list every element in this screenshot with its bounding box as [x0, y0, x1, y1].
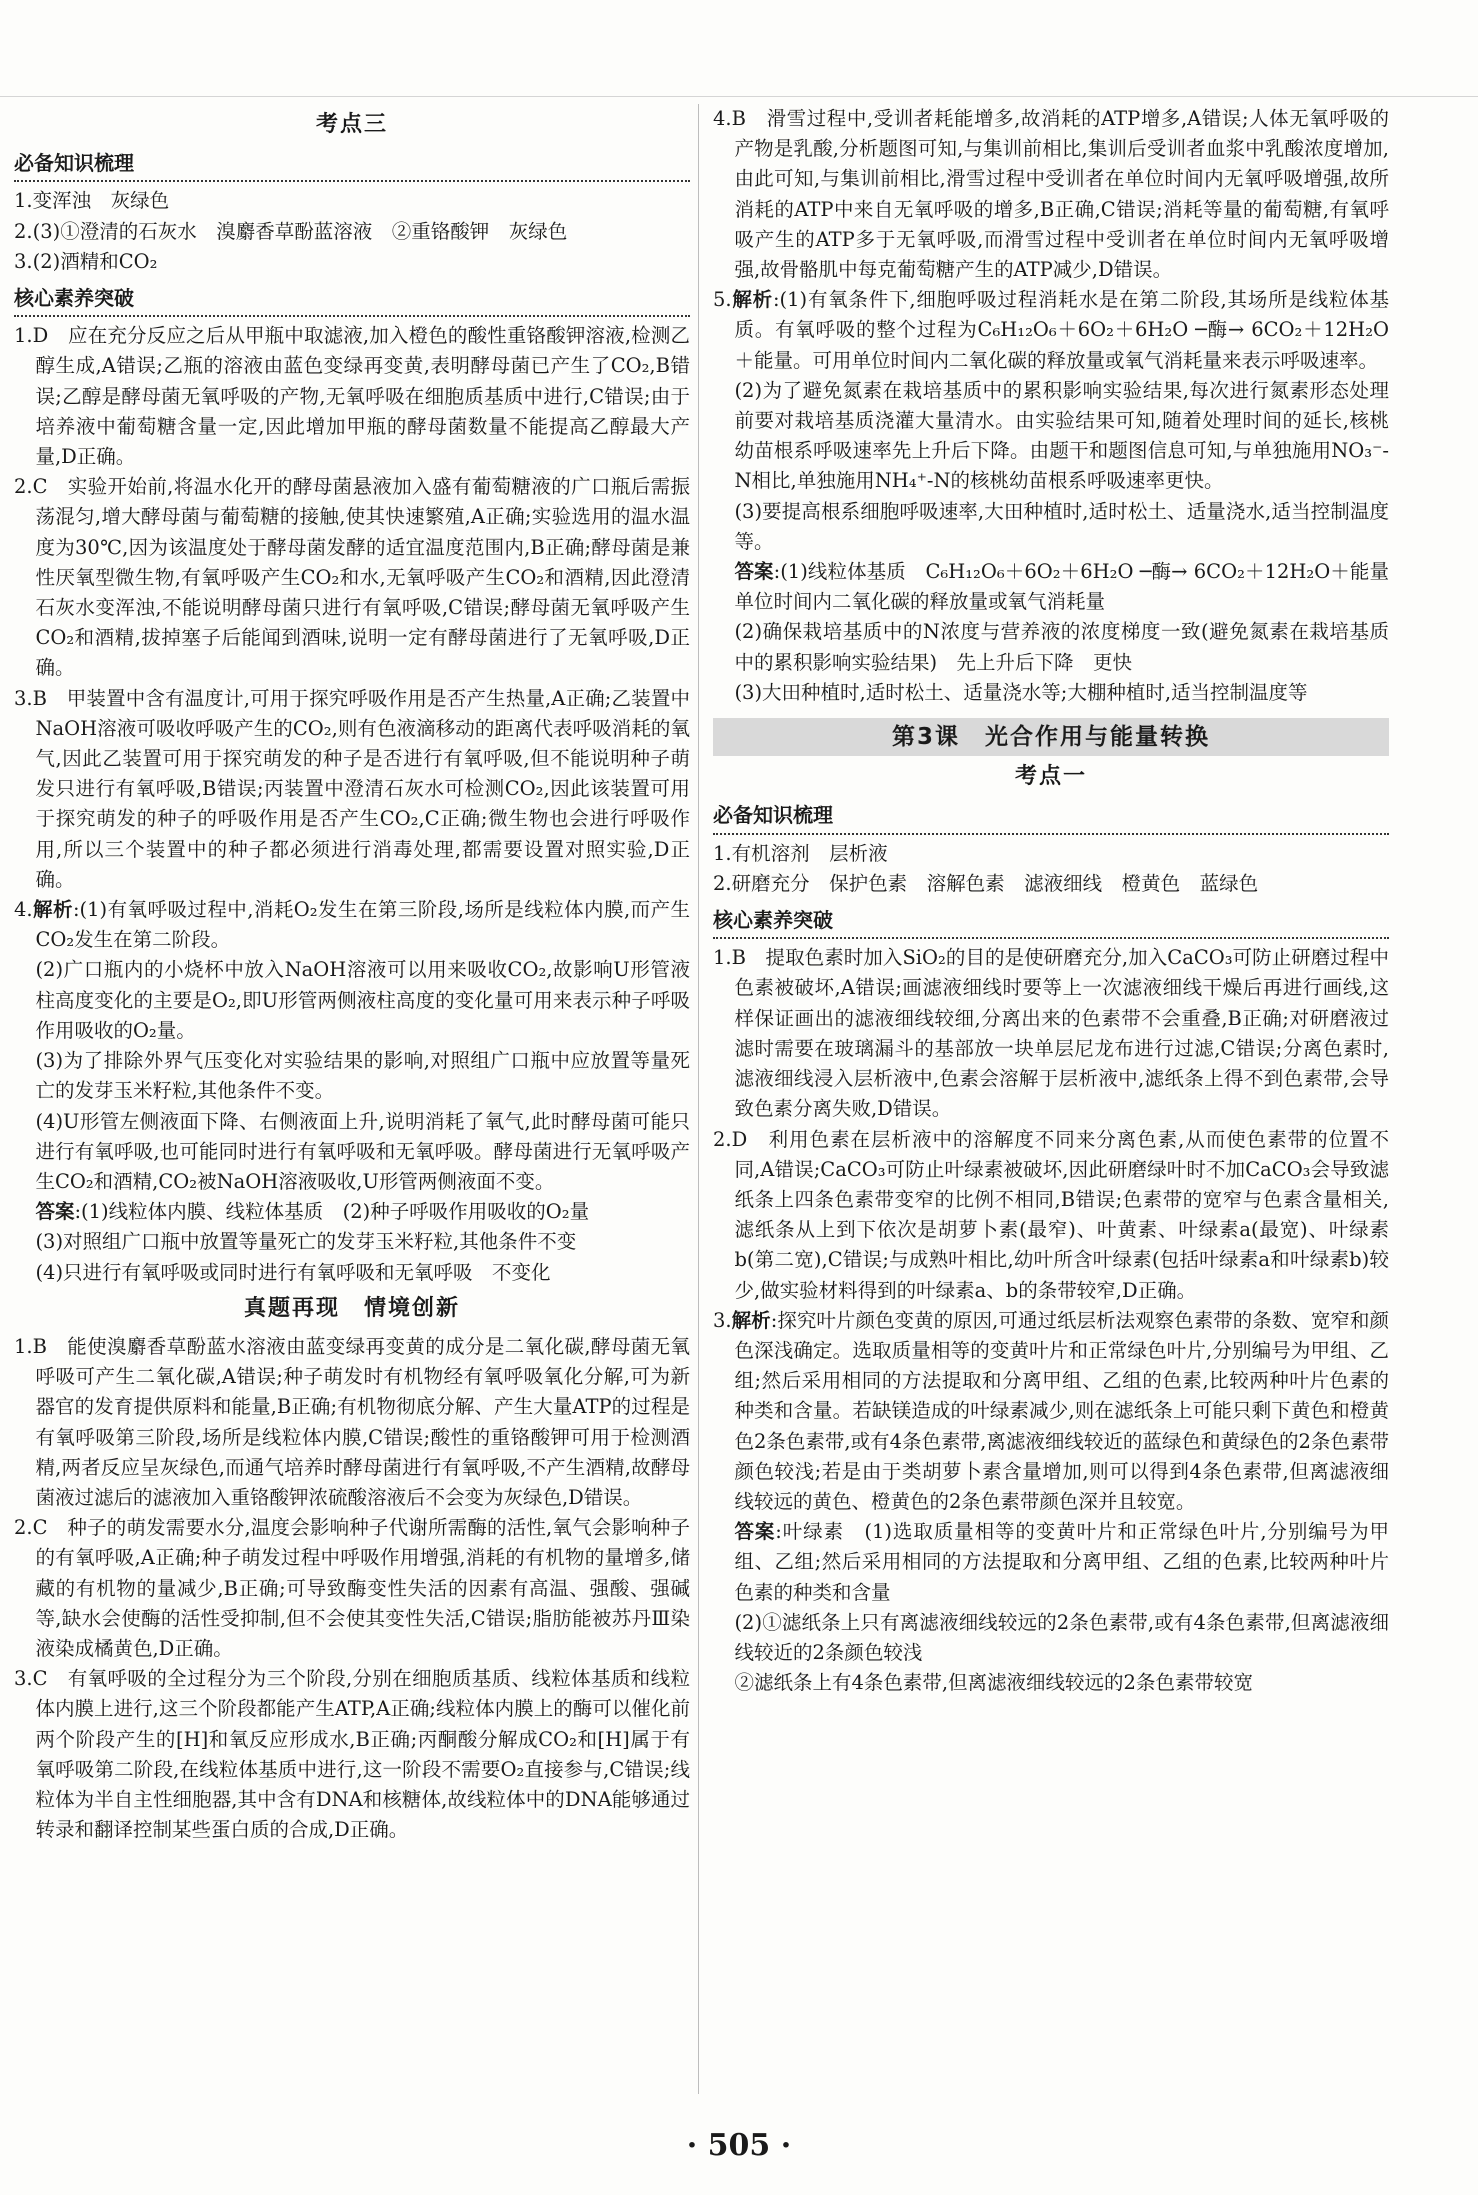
paragraph: (3)对照组广口瓶中放置等量死亡的发芽玉米籽粒,其他条件不变 — [35, 1230, 577, 1254]
answer-label: 答案 — [734, 1520, 776, 1544]
right-column — [713, 104, 1409, 1698]
paragraph: (2)广口瓶内的小烧杯中放入NaOH溶液可以用来吸收CO₂,故影响U形管液柱高度变化的主要是O₂,即U形管两侧液柱高度的变化量可用来表示种子呼吸作用吸收的O₂量。 — [35, 958, 690, 1042]
paragraph: (2)为了避免氮素在栽培基质中的累积影响实验结果,每次进行氮素形态处理前要对栽培基质浇灌大量清水。由实验结果可知,随着处理时间的延长,核桃幼苗根系呼吸速率先上升后下降。由题干和题图信息可知,与单独施用NO₃⁻-N相比,单独施用NH₄⁺-N的核桃幼苗根系呼吸速率更快。 — [734, 378, 1389, 493]
list-item: 4.解析:(1)有氧呼吸过程中,消耗O₂发生在第三阶段,场所是线粒体内膜,而产生CO₂发生在第二阶段。 — [14, 898, 690, 952]
subsection-heading: 必备知识梳理 — [14, 148, 690, 182]
top-rule — [0, 96, 1478, 97]
paragraph: (3)大田种植时,适时松土、适量浇水等;大棚种植时,适当控制温度等 — [734, 680, 1308, 704]
left-column — [14, 104, 690, 1845]
item-number: 3. — [713, 1308, 732, 1332]
list-item: 1.B 提取色素时加入SiO₂的目的是使研磨充分,加入CaCO₃可防止研磨过程中色素被破坏,A错误;画滤液细线时要等上一次滤液细线干燥后再进行画线,这样保证画出的滤液细线较细,分离出来的色素带不会重叠,B正确;对研磨液过滤时需要在玻璃漏斗的基部放一块单层尼龙布进行过滤,C错误;分离色素时,滤液细线浸入层析液中,色素会溶解于层析液中,滤纸条上得不到色素带,会导致色素分离失败,D错误。 — [713, 946, 1389, 1121]
answer-text: :叶绿素 (1)选取质量相等的变黄叶片和正常绿色叶片,分别编号为甲组、乙组;然后采用相同的方法提取和分离甲组、乙组的色素,比较两种叶片色素的种类和含量 — [734, 1520, 1389, 1604]
answer-line — [713, 557, 1409, 617]
answer-label: 答案 — [35, 1200, 75, 1224]
paragraph: (2)①滤纸条上只有离滤液细线较远的2条色素带,或有4条色素带,但离滤液细线较近的2条颜色较浅 — [734, 1610, 1389, 1664]
paragraph: (2)确保栽培基质中的N浓度与营养液的浓度梯度一致(避免氮素在栽培基质中的累积影响实验结果) 先上升后下降 更快 — [734, 620, 1389, 674]
subsection-heading: 核心素养突破 — [713, 905, 1389, 939]
answer-label: 答案 — [734, 560, 774, 584]
analysis-label: 解析 — [32, 898, 73, 922]
paragraph: ②滤纸条上有4条色素带,但离滤液细线较远的2条色素带较宽 — [734, 1671, 1253, 1695]
list-item: 3.(2)酒精和CO₂ — [14, 249, 158, 273]
list-item — [713, 1306, 1389, 1517]
analysis-label: 解析 — [731, 1308, 771, 1332]
list-item: 1.变浑浊 灰绿色 — [14, 189, 170, 213]
paragraph: (3)为了排除外界气压变化对实验结果的影响,对照组广口瓶中应放置等量死亡的发芽玉米籽粒,其他条件不变。 — [35, 1049, 690, 1103]
list-item: 2.研磨充分 保护色素 溶解色素 滤液细线 橙黄色 蓝绿色 — [713, 871, 1259, 895]
answer-line — [713, 1517, 1389, 1608]
item-number: 5. — [713, 288, 732, 312]
section-title: 考点三 — [315, 112, 388, 137]
answer-text: :(1)线粒体基质 C₆H₁₂O₆＋6O₂＋6H₂O ─酶→ 6CO₂＋12H₂O＋能量 单位时间内二氧化碳的释放量或氧气消耗量 — [734, 560, 1409, 614]
analysis-text: :(1)有氧呼吸过程中,消耗O₂发生在第三阶段,场所是线粒体内膜,而产生CO₂发生在第二阶段。 — [35, 898, 690, 952]
analysis-text: :(1)有氧条件下,细胞呼吸过程消耗水是在第二阶段,其场所是线粒体基质。有氧呼吸的整个过程为C₆H₁₂O₆＋6O₂＋6H₂O ─酶→ 6CO₂＋12H₂O＋能量。可用单位时间内二氧化碳的释放量或氧气消耗量来表示呼吸速率。 — [734, 288, 1389, 372]
list-item: 2.(3)①澄清的石灰水 溴麝香草酚蓝溶液 ②重铬酸钾 灰绿色 — [14, 219, 568, 243]
analysis-text: :探究叶片颜色变黄的原因,可通过纸层析法观察色素带的条数、宽窄和颜色深浅确定。选取质量相等的变黄叶片和正常绿色叶片,分别编号为甲组、乙组;然后采用相同的方法提取和分离甲组、乙组的色素,比较两种叶片色素的种类和含量。若缺镁造成的叶绿素减少,则在滤纸条上可能只剩下黄色和橙黄色2条色素带,或有4条色素带,离滤液细线较近的蓝绿色和黄绿色的2条色素带颜色较浅;若是由于类胡萝卜素含量增加,则可以得到4条色素带,但离滤液细线较远的黄色、橙黄色的2条色素带颜色深并且较宽。 — [734, 1308, 1389, 1513]
section-title: 真题再现 情境创新 — [243, 1295, 460, 1321]
lesson-title: 第3课 光合作用与能量转换 — [713, 718, 1389, 756]
paragraph: (3)要提高根系细胞呼吸速率,大田种植时,适时松土、适量浇水,适当控制温度等。 — [734, 499, 1389, 553]
answer-line — [14, 1197, 690, 1227]
analysis-label: 解析 — [731, 288, 773, 312]
list-item — [713, 285, 1389, 376]
section-title: 考点一 — [1014, 764, 1087, 790]
column-divider — [698, 104, 699, 2094]
list-item: 1.B 能使溴麝香草酚蓝水溶液由蓝变绿再变黄的成分是二氧化碳,酵母菌无氧呼吸可产生二氧化碳,A错误;种子萌发时有机物经有氧呼吸氧化分解,可为新器官的发育提供原料和能量,B正确;有机物彻底分解、产生大量ATP的过程是有氧呼吸第三阶段,场所是线粒体内膜,C错误;酸性的重铬酸钾可用于检测酒精,两者反应呈灰绿色,而通气培养时酵母菌进行有氧呼吸,不产生酒精,故酵母菌液过滤后的滤液加入重铬酸钾浓硫酸溶液后不会变为灰绿色,D错误。 — [14, 1334, 690, 1509]
list-item: 3.B 甲装置中含有温度计,可用于探究呼吸作用是否产生热量,A正确;乙装置中NaOH溶液可吸收呼吸产生的CO₂,则有色液滴移动的距离代表呼吸消耗的氧气,因此乙装置可用于探究萌发的种子是否进行有氧呼吸,但不能说明种子萌发只进行有氧呼吸,B错误;丙装置中澄清石灰水可检测CO₂,因此该装置可用于探究萌发的种子的呼吸作用是否产生CO₂,C正确;微生物也会进行呼吸作用,所以三个装置中的种子都必须进行消毒处理,都需要设置对照实验,D正确。 — [14, 686, 690, 891]
list-item: 1.有机溶剂 层析液 — [713, 841, 888, 865]
list-item: 1.D 应在充分反应之后从甲瓶中取滤液,加入橙色的酸性重铬酸钾溶液,检测乙醇生成,A错误;乙瓶的溶液由蓝色变绿再变黄,表明酵母菌已产生了CO₂,B错误;乙醇是酵母菌无氧呼吸的产物,无氧呼吸在细胞质基质中进行,C错误;由于培养液中葡萄糖含量一定,因此增加甲瓶的酵母菌数量不能提高乙醇最大产量,D正确。 — [14, 324, 690, 469]
list-item: 2.C 实验开始前,将温水化开的酵母菌悬液加入盛有葡萄糖液的广口瓶后需振荡混匀,增大酵母菌与葡萄糖的接触,使其快速繁殖,A正确;实验选用的温水温度为30℃,因为该温度处于酵母菌发酵的适宜温度范围内,B正确;酵母菌是兼性厌氧型微生物,有氧呼吸产生CO₂和水,无氧呼吸产生CO₂和酒精,因此澄清石灰水变浑浊,不能说明酵母菌只进行有氧呼吸,C错误;酵母菌无氧呼吸产生CO₂和酒精,拔掉塞子后能闻到酒味,说明一定有酵母菌进行了无氧呼吸,D正确。 — [14, 475, 690, 680]
paragraph: (4)只进行有氧呼吸或同时进行有氧呼吸和无氧呼吸 不变化 — [35, 1260, 551, 1284]
subsection-heading: 核心素养突破 — [14, 283, 690, 317]
list-item: 3.C 有氧呼吸的全过程分为三个阶段,分别在细胞质基质、线粒体基质和线粒体内膜上进行,这三个阶段都能产生ATP,A正确;线粒体内膜上的酶可以催化前两个阶段产生的[H]和氧反应形成水,B正确;丙酮酸分解成CO₂和[H]属于有氧呼吸第二阶段,在线粒体基质中进行,这一阶段不需要O₂直接参与,C错误;线粒体为半自主性细胞器,其中含有DNA和核糖体,故线粒体中的DNA能够通过转录和翻译控制某些蛋白质的合成,D正确。 — [14, 1667, 690, 1842]
subsection-heading: 必备知识梳理 — [713, 800, 1389, 834]
answer-text: :(1)线粒体内膜、线粒体基质 (2)种子呼吸作用吸收的O₂量 — [74, 1200, 590, 1224]
page-number: · 505 · — [686, 2128, 792, 2163]
paragraph: (4)U形管左侧液面下降、右侧液面上升,说明消耗了氧气,此时酵母菌可能只进行有氧呼吸,也可能同时进行有氧呼吸和无氧呼吸。酵母菌进行无氧呼吸产生CO₂和酒精,CO₂被NaOH溶液吸收,U形管两侧液面不变。 — [35, 1109, 690, 1193]
list-item: 4.B 滑雪过程中,受训者耗能增多,故消耗的ATP增多,A错误;人体无氧呼吸的产物是乳酸,分析题图可知,与集训前相比,集训后受训者血浆中乳酸浓度增加,由此可知,与集训前相比,滑雪过程中受训者在单位时间内无氧呼吸增强,故所消耗的ATP中来自无氧呼吸的增多,B正确,C错误;消耗等量的葡萄糖,有氧呼吸产生的ATP多于无氧呼吸,而滑雪过程中受训者在单位时间内无氧呼吸增强,故骨骼肌中每克葡萄糖产生的ATP减少,D错误。 — [713, 107, 1389, 282]
list-item: 2.C 种子的萌发需要水分,温度会影响种子代谢所需酶的活性,氧气会影响种子的有氧呼吸,A正确;种子萌发过程中呼吸作用增强,消耗的有机物的量增多,储藏的有机物的量减少,B正确;可导致酶变性失活的因素有高温、强酸、强碱等,缺水会使酶的活性受抑制,但不会使其变性失活,C错误;脂肪能被苏丹Ⅲ染液染成橘黄色,D正确。 — [14, 1516, 690, 1660]
list-item: 2.D 利用色素在层析液中的溶解度不同来分离色素,从而使色素带的位置不同,A错误;CaCO₃可防止叶绿素被破坏,因此研磨绿叶时不加CaCO₃会导致滤纸条上四条色素带变窄的比例不相同,B错误;色素带的宽窄与色素含量相关,滤纸条从上到下依次是胡萝卜素(最窄)、叶黄素、叶绿素a(最宽)、叶绿素b(第二宽),C错误;与成熟叶相比,幼叶所含叶绿素(包括叶绿素a和叶绿素b)较少,做实验材料得到的叶绿素a、b的条带较窄,D正确。 — [713, 1127, 1389, 1302]
